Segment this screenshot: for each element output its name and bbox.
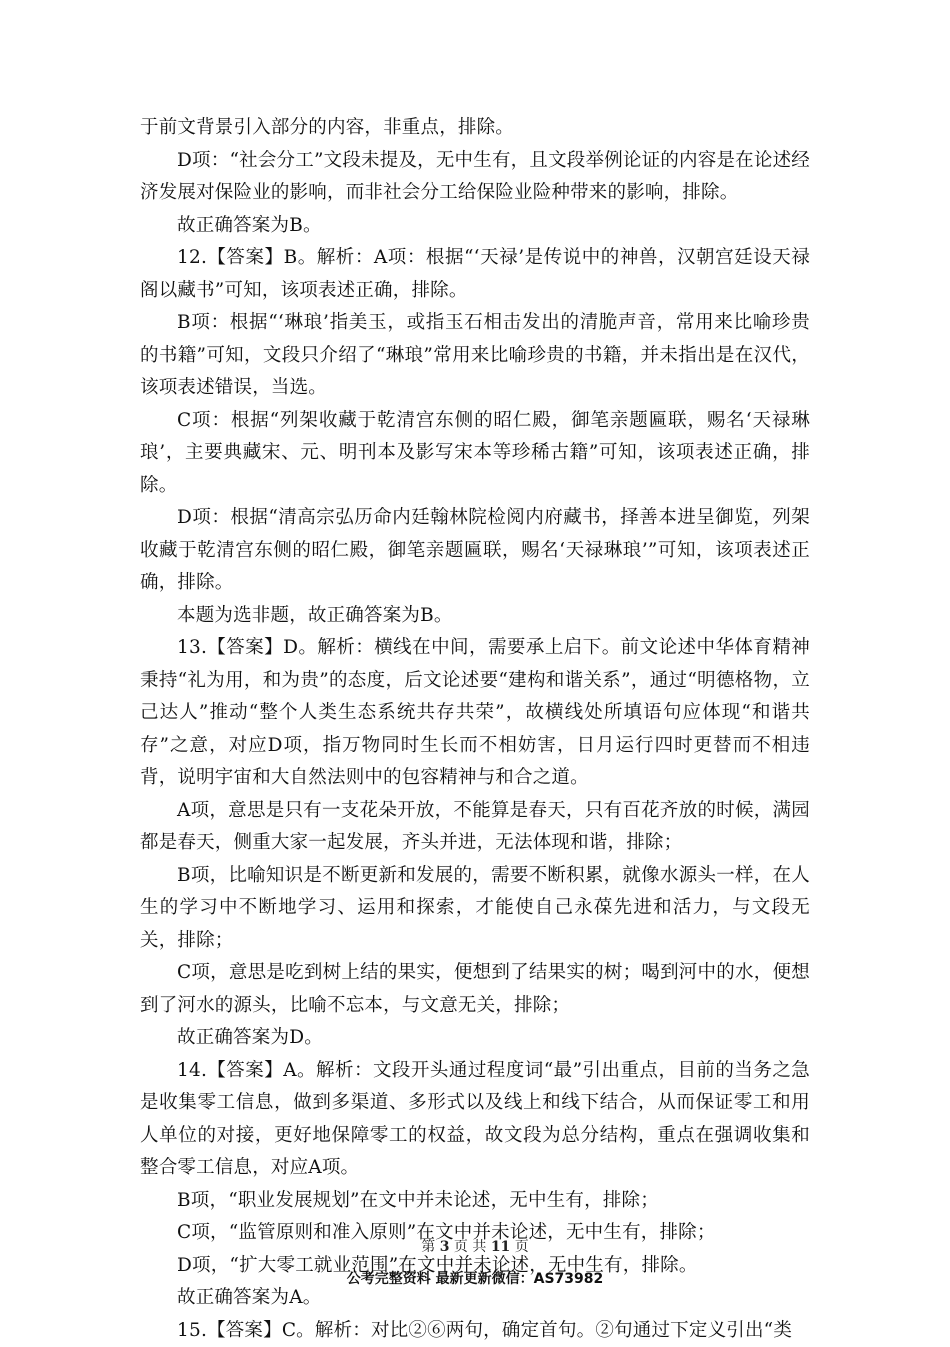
paragraph: C项，意思是吃到树上结的果实，便想到了结果实的树；喝到河中的水，便想到了河水的源头，比喻不忘本，与文意无关，排除； xyxy=(140,957,810,1022)
paragraph: 故正确答案为D。 xyxy=(140,1022,810,1055)
paragraph: 于前文背景引入部分的内容，非重点，排除。 xyxy=(140,112,810,145)
wechat-note: 公考完整资料 最新更新微信：AS73982 xyxy=(0,1268,950,1288)
page-number: 3 xyxy=(440,1239,450,1255)
paragraph: 13.【答案】D。解析：横线在中间，需要承上启下。前文论述中华体育精神秉持“礼为用，和为贵”的态度，后文论述要“建构和谐关系”，通过“明德格物，立己达人”推动“整个人类生态系统共存共荣”，故横线处所填语句应体现“和谐共存”之意，对应D项，指万物同时生长而不相妨害，日月运行四时更替而不相违背，说明宇宙和大自然法则中的包容精神与和合之道。 xyxy=(140,632,810,795)
paragraph: D项：根据“清高宗弘历命内廷翰林院检阅内府藏书，择善本进呈御览，列架收藏于乾清宫东侧的昭仁殿，御笔亲题匾联，赐名‘天禄琳琅’”可知，该项表述正确，排除。 xyxy=(140,502,810,600)
document-body xyxy=(140,112,810,1347)
page-footer xyxy=(0,1236,950,1256)
paragraph: B项，比喻知识是不断更新和发展的，需要不断积累，就像水源头一样，在人生的学习中不断地学习、运用和探索，才能使自己永葆先进和活力，与文段无关，排除； xyxy=(140,860,810,958)
paragraph: 本题为选非题，故正确答案为B。 xyxy=(140,600,810,633)
footer-middle: 页 共 xyxy=(454,1239,486,1255)
footer-suffix: 页 xyxy=(515,1239,529,1255)
paragraph: B项：根据“‘琳琅’指美玉，或指玉石相击发出的清脆声音，常用来比喻珍贵的书籍”可知，文段只介绍了“琳琅”常用来比喻珍贵的书籍，并未指出是在汉代，该项表述错误，当选。 xyxy=(140,307,810,405)
paragraph: 14.【答案】A。解析：文段开头通过程度词“最”引出重点，目前的当务之急是收集零工信息，做到多渠道、多形式以及线上和线下结合，从而保证零工和用人单位的对接，更好地保障零工的权益，故文段为总分结构，重点在强调收集和整合零工信息，对应A项。 xyxy=(140,1055,810,1185)
paragraph: B项，“职业发展规划”在文中并未论述，无中生有，排除； xyxy=(140,1185,810,1218)
paragraph: A项，意思是只有一支花朵开放，不能算是春天，只有百花齐放的时候，满园都是春天，侧重大家一起发展，齐头并进，无法体现和谐，排除； xyxy=(140,795,810,860)
paragraph: 故正确答案为B。 xyxy=(140,210,810,243)
paragraph: 12.【答案】B。解析：A项：根据“‘天禄’是传说中的神兽，汉朝宫廷设天禄阁以藏书”可知，该项表述正确，排除。 xyxy=(140,242,810,307)
paragraph: 15.【答案】C。解析：对比②⑥两句，确定首句。②句通过下定义引出“类 xyxy=(140,1315,810,1347)
paragraph: C项，“监管原则和准入原则”在文中并未论述，无中生有，排除； xyxy=(140,1217,810,1250)
paragraph: D项：“社会分工”文段未提及，无中生有，且文段举例论证的内容是在论述经济发展对保险业的影响，而非社会分工给保险业险种带来的影响，排除。 xyxy=(140,145,810,210)
footer-prefix: 第 xyxy=(421,1239,435,1255)
paragraph: C项：根据“列架收藏于乾清宫东侧的昭仁殿，御笔亲题匾联，赐名‘天禄琳琅’，主要典藏宋、元、明刊本及影写宋本等珍稀古籍”可知，该项表述正确，排除。 xyxy=(140,405,810,503)
total-pages: 11 xyxy=(491,1239,510,1255)
paragraph: D项，“扩大零工就业范围”在文中并未论述，无中生有，排除。 xyxy=(140,1250,810,1283)
paragraph: 故正确答案为A。 xyxy=(140,1282,810,1315)
